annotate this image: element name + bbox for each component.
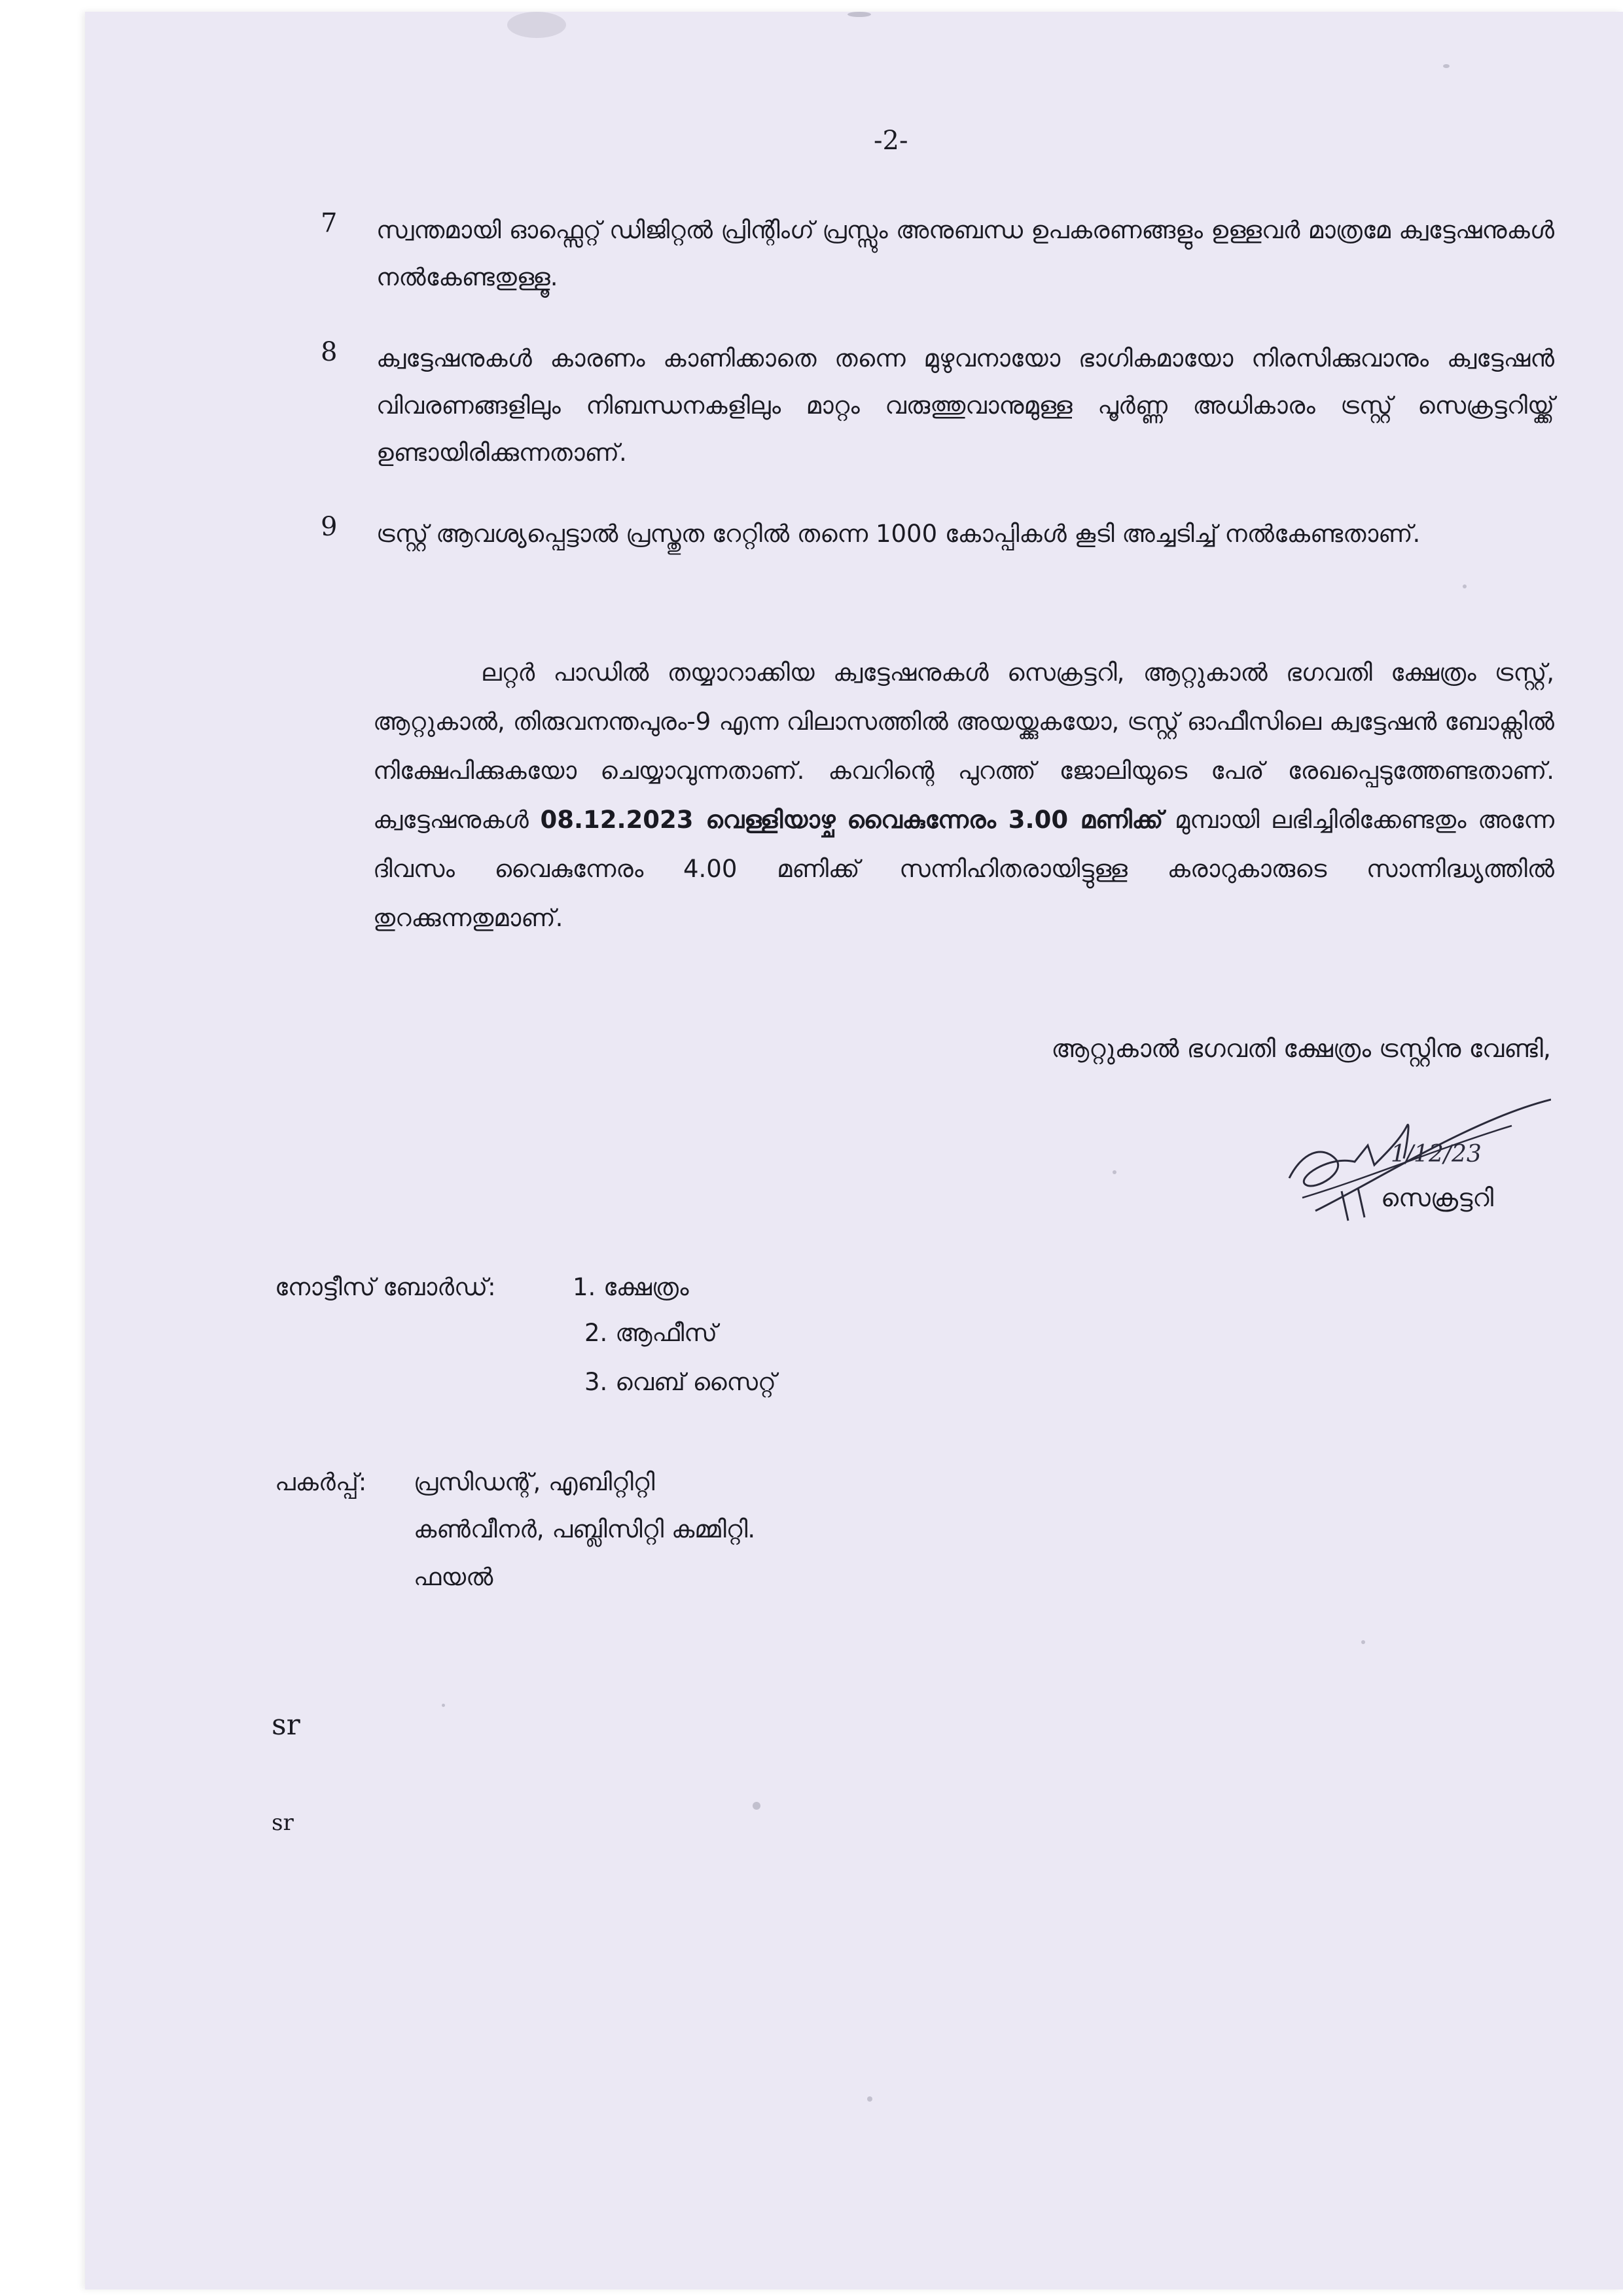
notice-item: 2. ആഫീസ് [584, 1319, 717, 1347]
item-number: 7 [321, 208, 338, 238]
deadline-date: 08.12.2023 വെള്ളിയാഴ്ച [540, 806, 836, 834]
signature-date: 1/12/23 [1391, 1141, 1482, 1168]
submission-paragraph [373, 648, 1554, 942]
notice-item: 3. വെബ് സൈറ്റ് [584, 1368, 776, 1396]
scan-artifact [1443, 64, 1450, 68]
scan-artifact [1113, 1170, 1116, 1174]
copy-item: കൺവീനർ, പബ്ലിസിറ്റി കമ്മിറ്റി. [414, 1515, 756, 1543]
spacer [836, 806, 847, 834]
scan-artifact [1463, 584, 1467, 588]
initials: sr [272, 1708, 300, 1742]
copy-item: പ്രസിഡന്റ്, എബിറ്റിറ്റി [414, 1468, 655, 1496]
scan-artifact [1361, 1640, 1365, 1644]
closing-line: ആറ്റുകാൽ ഭഗവതി ക്ഷേത്രം ട്രസ്റ്റിനു വേണ്ടി, [1051, 1034, 1551, 1063]
item-number: 9 [321, 512, 338, 542]
condition-text: സ്വന്തമായി ഓഫ്സെറ്റ് ഡിജിറ്റൽ പ്രിന്റിംഗ് പ്രസ്സും അനുബന്ധ ഉപകരണങ്ങളും ഉള്ളവർ മാത്രമേ ക്വട്ടേഷനുകൾ നൽകേണ്ടതുള്ളൂ. [376, 216, 1554, 291]
item-number: 8 [321, 337, 338, 367]
notice-board-label: നോട്ടീസ് ബോർഡ്: [275, 1273, 496, 1301]
copy-item: ഫയൽ [414, 1563, 493, 1591]
paragraph-text: മുമ്പായി ലഭിച്ചിരിക്കേണ്ടതും അന്നേ ദിവസം വൈകുന്നേരം 4.00 മണിക്ക് സന്നിഹിതരായിട്ടുള്ള കരാറുകാരുടെ സാന്നിദ്ധ്യത്തിൽ തുറക്കുന്നതുമാണ്. [373, 806, 1554, 932]
paragraph-text: ലറ്റർ പാഡിൽ തയ്യാറാക്കിയ ക്വട്ടേഷനുകൾ സെക്രട്ടറി, ആറ്റുകാൽ ഭഗവതി ക്ഷേത്രം ട്രസ്റ്റ്, ആറ്റുകാൽ, തിരുവനന്തപുരം-9 എന്ന വിലാസത്തിൽ അയയ്ക്കുകയോ, ട്രസ്റ്റ് ഓഫീസിലെ ക്വട്ടേഷൻ ബോക്സിൽ നിക്ഷേപിക്കുകയോ ചെയ്യാവുന്നതാണ്. കവറിന്റെ പുറത്ത് ജോലിയുടെ പേര് രേഖപ്പെടുത്തേണ്ടതാണ്. ക്വട്ടേഷനുകൾ [373, 658, 1554, 834]
copy-to-label: പകർപ്പ്: [275, 1468, 367, 1496]
scan-artifact [753, 1802, 760, 1810]
scan-artifact [507, 12, 566, 38]
scan-artifact [867, 2096, 872, 2102]
designation: സെക്രട്ടറി [1381, 1183, 1494, 1212]
initials: sr [272, 1810, 294, 1836]
condition-text: ട്രസ്റ്റ് ആവശ്യപ്പെട്ടാൽ പ്രസ്തുത റേറ്റിൽ തന്നെ 1000 കോപ്പികൾ കൂടി അച്ചടിച്ച് നൽകേണ്ടതാണ്. [376, 520, 1421, 548]
scan-artifact [442, 1704, 445, 1707]
scan-artifact [847, 12, 871, 17]
deadline-time: വൈകുന്നേരം 3.00 മണിക്ക് [847, 806, 1164, 834]
signature [1276, 1080, 1551, 1237]
notice-item: 1. ക്ഷേത്രം [573, 1273, 689, 1301]
page-number: -2- [874, 126, 908, 156]
condition-text: ക്വട്ടേഷനുകൾ കാരണം കാണിക്കാതെ തന്നെ മുഴുവനായോ ഭാഗികമായോ നിരസിക്കുവാനും ക്വട്ടേഷൻ വിവരണങ്ങളിലും നിബന്ധനകളിലും മാറ്റം വരുത്തുവാനുമുള്ള പൂർണ്ണ അധികാരം ട്രസ്റ്റ് സെക്രട്ടറിയ്ക്ക് ഉണ്ടായിരിക്കുന്നതാണ്. [376, 344, 1554, 467]
